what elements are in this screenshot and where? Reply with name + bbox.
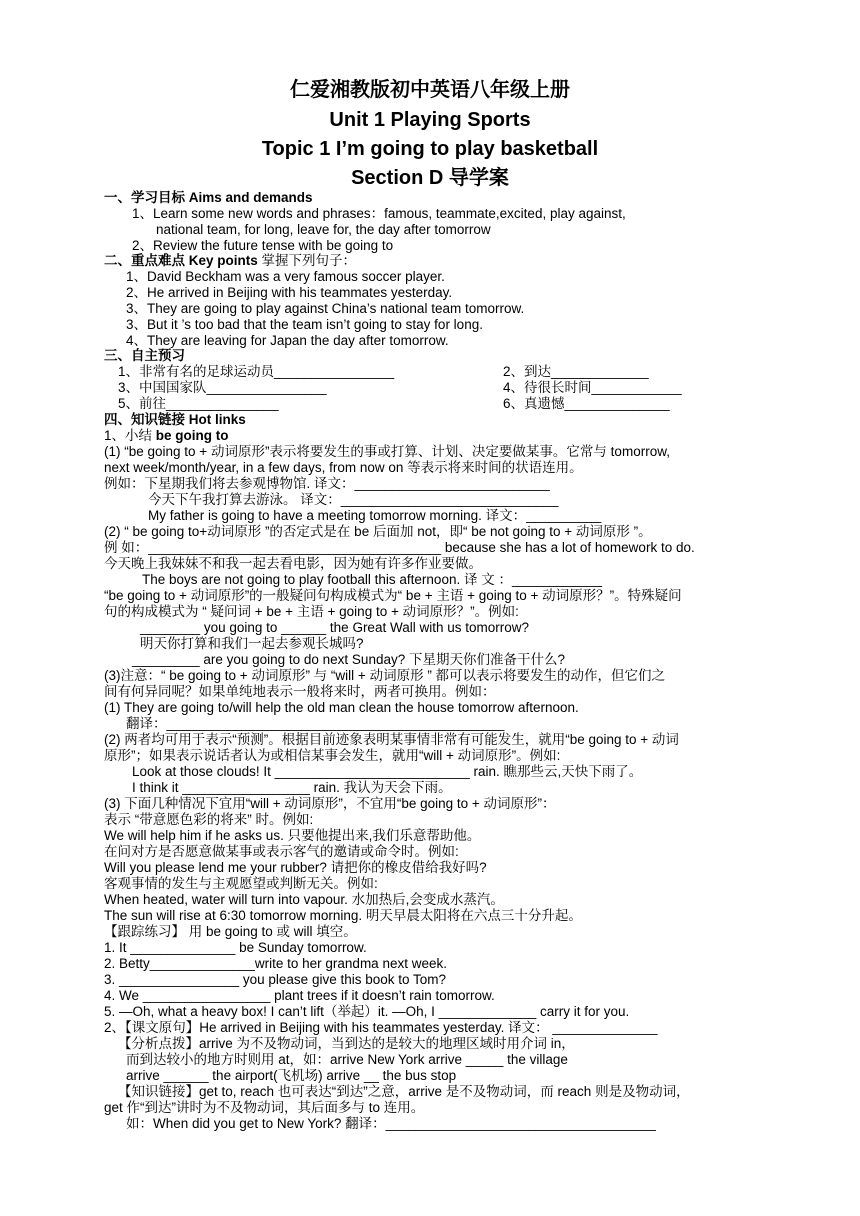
text-line: We will help him if he asks us. 只要他提出来,我们乐意帮助他。: [104, 828, 481, 843]
text-line: 【知识链接】get to, reach 也可表达“到达”之意，arrive 是不及物动词，而 reach 则是及物动词，: [118, 1084, 690, 1099]
text-line: (2) 两者均可用于表示“预测”。根据目前迹象表明某事情非常有可能发生，就用“be going to + 动词: [104, 732, 679, 747]
text-line: 间有何异同呢？如果单纯地表示一般将来时，两者可换用。例如：: [104, 684, 496, 699]
text-line: (3)注意：“ be going to + 动词原形” 与 “will + 动词原形 ” 都可以表示将要发生的动作，但它们之: [104, 668, 666, 683]
text-line: 例 如：_______________________________________ because she has a lot of homework to do.: [104, 540, 695, 555]
text-line: 如：When did you get to New York? 翻译：____________________________________: [126, 1116, 656, 1131]
text-line: 表示 “带意愿色彩的将来” 时。例如:: [104, 812, 314, 827]
key-sentence-2: 2、He arrived in Beijing with his teammates yesterday.: [126, 285, 453, 300]
text-line: Look at those clouds! It __________________________ rain. 瞧那些云,天快下雨了。: [132, 764, 643, 779]
preview-item-2: 2、到达_____________: [503, 364, 649, 379]
text-line: 翻译：_____________________________________________: [126, 716, 505, 731]
summary-heading: 1、小结 be going to: [104, 428, 229, 443]
document-title: 仁爱湘教版初中英语八年级上册: [290, 79, 570, 101]
heading-key-points: 二、重点难点 Key points 掌握下列句子：: [104, 253, 357, 268]
text-line: ________ you going to ______ the Great Wall with us tomorrow?: [140, 620, 529, 635]
exercise-item-3: 3. ________________ you please give this book to Tom?: [104, 972, 447, 987]
text-line: 而到达较小的地方时则用 at，如：arrive New York arrive _____ the village: [126, 1052, 568, 1067]
preview-item-5: 5、前往_______________: [118, 396, 279, 411]
preview-item-3: 3、中国国家队________________: [118, 380, 327, 395]
key-sentence-1: 1、David Beckham was a very famous soccer player.: [126, 269, 445, 284]
section-title: Section D 导学案: [351, 167, 509, 189]
text-line: (3) 下面几种情况下宜用“will + 动词原形”，不宜用“be going to + 动词原形”：: [104, 796, 556, 811]
text-line: 2、【课文原句】He arrived in Beijing with his teammates yesterday. 译文： ______________: [104, 1020, 658, 1035]
exercise-item-1: 1. It ______________ be Sunday tomorrow.: [104, 940, 367, 955]
text-line: 【分析点拨】arrive 为不及物动词，当到达的是较大的地理区域时用介词 in，: [118, 1036, 575, 1051]
key-sentence-5: 4、They are leaving for Japan the day after tomorrow.: [126, 333, 449, 348]
text-line: _________ are you going to do next Sunday? 下星期天你们准备干什么?: [132, 652, 565, 667]
text-line: 例如：下星期我们将去参观博物馆. 译文：__________________________: [104, 476, 550, 491]
text-line: 原形”；如果表示说话者认为或相信某事会发生，就用“will + 动词原形”。例如:: [104, 748, 561, 763]
heading-hot-links: 四、知识链接 Hot links: [104, 412, 246, 427]
text-line: 今天晚上我妹妹不和我一起去看电影，因为她有许多作业要做。: [104, 556, 482, 571]
text-line: (2) “ be going to+动词原形 ”的否定式是在 be 后面加 not，即“ be not going to + 动词原形 ”。: [104, 524, 652, 539]
text-line: The boys are not going to play football this afternoon. 译 文 ：____________: [142, 572, 603, 587]
text-line: “be going to + 动词原形”的一般疑问句构成模式为“ be + 主语 + going to + 动词原形？”。特殊疑问: [104, 588, 682, 603]
key-sentence-3: 3、They are going to play against China’s national team tomorrow.: [126, 301, 525, 316]
aim-1: 1、Learn some new words and phrases：famous, teammate,excited, play against,: [132, 206, 626, 221]
text-line: get 作“到达”讲时为不及物动词，其后面多与 to 连用。: [104, 1100, 425, 1115]
topic-title: Topic 1 I’m going to play basketball: [261, 138, 599, 160]
preview-item-6: 6、真遗憾______________: [503, 396, 670, 411]
preview-item-1: 1、非常有名的足球运动员________________: [118, 364, 395, 379]
text-line: (1) They are going to/will help the old man clean the house tomorrow afternoon.: [104, 700, 579, 715]
text-line: 在问对方是否愿意做某事或表示客气的邀请或命令时。例如:: [104, 844, 459, 859]
text-line: 明天你打算和我们一起去参观长城吗?: [140, 636, 364, 651]
unit-title: Unit 1 Playing Sports: [329, 109, 531, 131]
heading-aims: 一、学习目标 Aims and demands: [104, 190, 313, 205]
text-line: 今天下午我打算去游泳。 译文：_____________________________: [148, 492, 559, 507]
key-sentence-4: 3、But it ’s too bad that the team isn’t going to stay for long.: [126, 317, 483, 332]
aim-2: 2、Review the future tense with be going to: [132, 238, 394, 253]
heading-preview: 三、自主预习: [104, 348, 185, 363]
text-line: arrive ______ the airport(飞机场) arrive __ the bus stop: [126, 1068, 457, 1083]
text-line: I think it _________________ rain. 我认为天会下雨。: [132, 780, 452, 795]
aim-1-cont: national team, for long, leave for, the day after tomorrow: [156, 222, 491, 237]
text-line: 客观事情的发生与主观愿望或判断无关。例如:: [104, 876, 378, 891]
exercise-heading: 【跟踪练习】 用 be going to 或 will 填空。: [104, 924, 357, 939]
text-line: Will you please lend me your rubber? 请把你的橡皮借给我好吗?: [104, 860, 487, 875]
text-line: The sun will rise at 6:30 tomorrow morning. 明天早晨太阳将在六点三十分升起。: [104, 908, 582, 923]
exercise-item-4: 4. We _________________ plant trees if it doesn’t rain tomorrow.: [104, 988, 495, 1003]
text-line: My father is going to have a meeting tomorrow morning. 译文：__________: [148, 508, 602, 523]
preview-item-4: 4、待很长时间____________: [503, 380, 682, 395]
exercise-item-5: 5. —Oh, what a heavy box! I can’t lift（举起）it. —Oh, I _____________ carry it for you.: [104, 1004, 630, 1019]
text-line: (1) “be going to + 动词原形”表示将要发生的事或打算、计划、决定要做某事。它常与 tomorrow,: [104, 444, 670, 459]
text-line: When heated, water will turn into vapour. 水加热后,会变成水蒸汽。: [104, 892, 504, 907]
exercise-item-2: 2. Betty______________write to her grandma next week.: [104, 956, 447, 971]
text-line: next week/month/year, in a few days, from now on 等表示将来时间的状语连用。: [104, 460, 583, 475]
text-line: 句的构成模式为 “ 疑问词 + be + 主语 + going to + 动词原形？”。例如:: [104, 604, 519, 619]
